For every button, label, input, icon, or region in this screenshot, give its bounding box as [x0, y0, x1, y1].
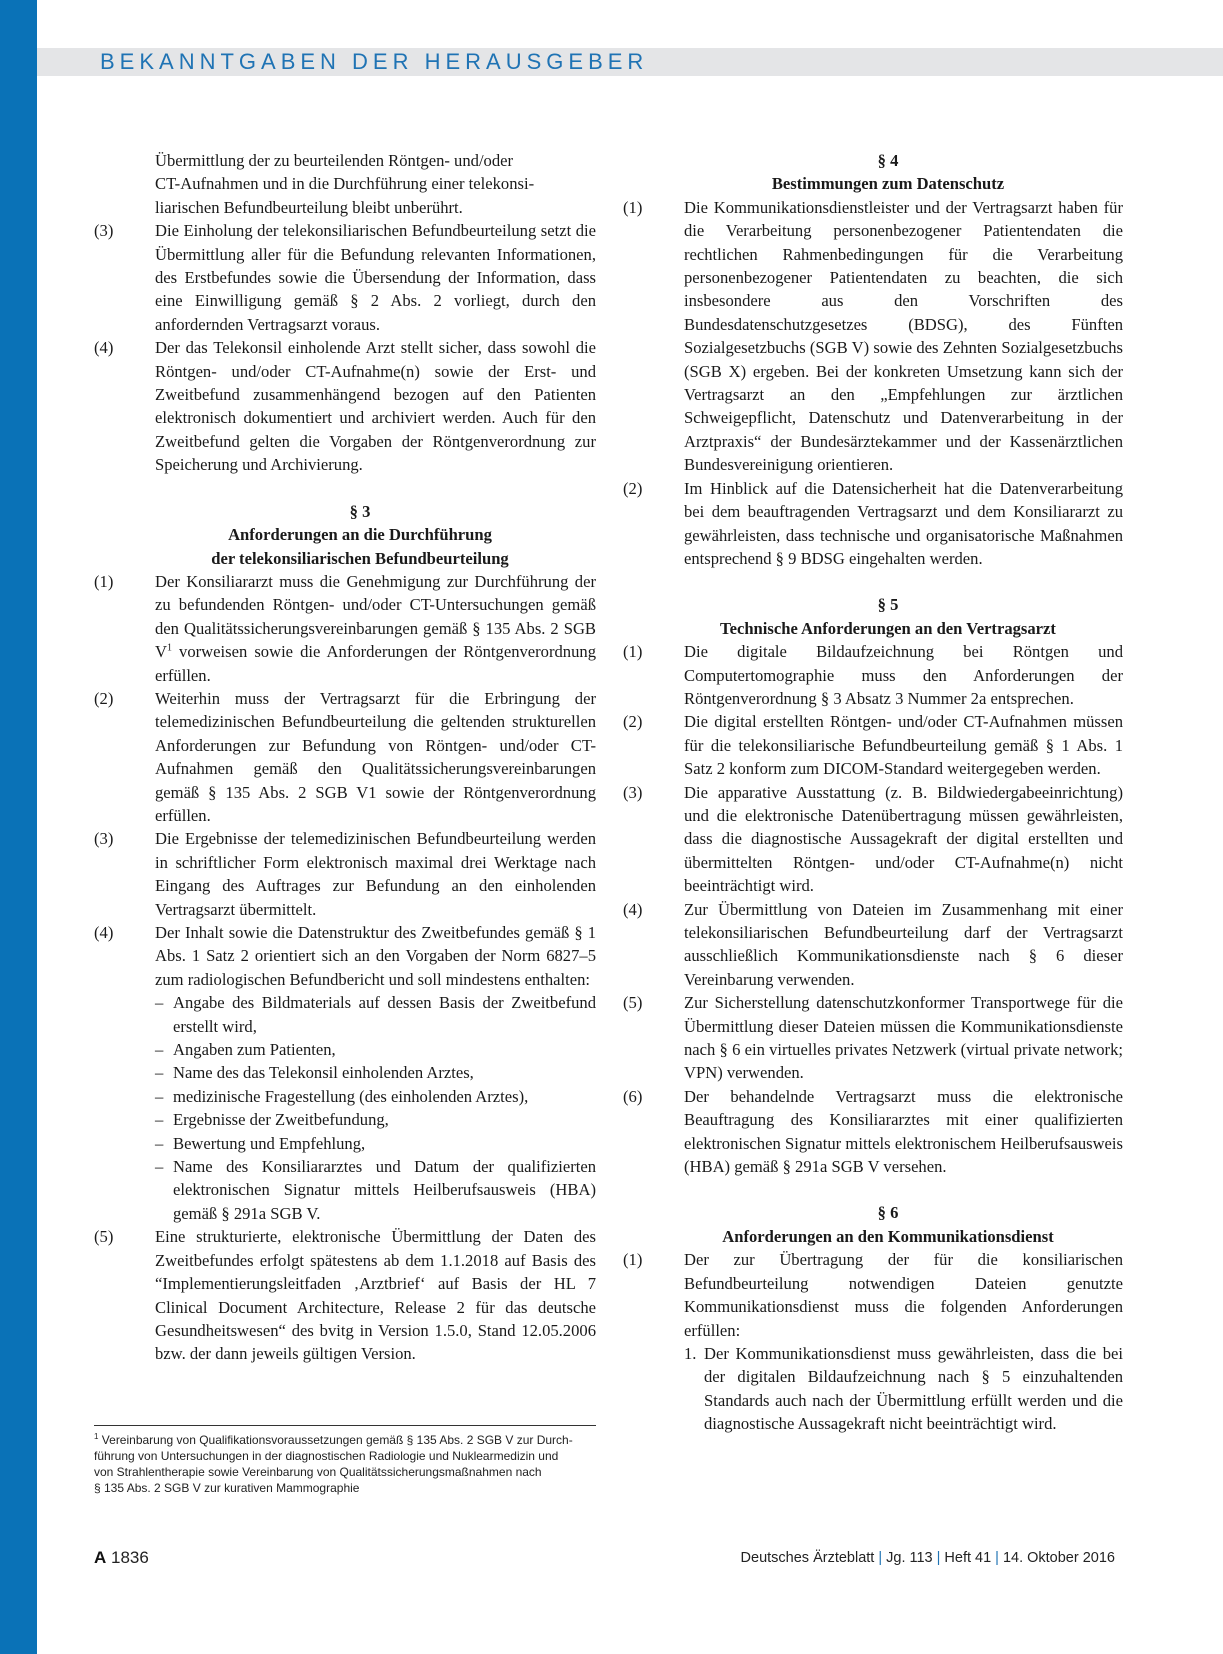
list-item: – Name des Konsiliararztes und Datum der qualifizierten elektronischen Signatur mittels Heilberufsausweis (HBA) gemäß § 291a SGB V. — [94, 1155, 596, 1225]
paragraph-text: Im Hinblick auf die Datensicherheit hat die Datenverarbeitung bei dem beauftragenden Vertragsarzt und dem Konsiliararzt zu gewährleisten, dass technische und organisatorische Maßnahmen entsprechend § 9 BDSG eingehalten werden. — [684, 478, 1123, 568]
section-3-paragraph-2 — [94, 687, 596, 827]
continued-line: CT-Aufnahmen und in die Durchführung einer telekonsi- — [155, 174, 535, 194]
paragraph-text: Zur Sicherstellung datenschutzkonformer Transportwege für die Übermittlung dieser Dateien müssen die Kommunikationsdienste nach § 6 ein virtuelles privates Netzwerk (virtual private network; VPN) verwenden. — [684, 993, 1123, 1083]
continued-line: Übermittlung der zu beurteilenden Röntgen- und/oder — [155, 151, 514, 170]
paragraph-text: Die Einholung der telekonsiliarischen Befundbeurteilung setzt die Übermittlung aller für die Befundung relevanten Informationen, des Erstbefundes sowie die Übersendung der Information, dass eine Einwilligung gemäß § 2 Abs. 2 vorliegt, durch den anfordernden Vertragsarzt voraus. — [155, 221, 596, 334]
list-item-text: Angaben zum Patienten, — [173, 1040, 336, 1060]
list-item: – Name des das Telekonsil einholenden Arztes, — [94, 1061, 596, 1084]
paragraph-text: Die digital erstellten Röntgen- und/oder CT-Aufnahmen müssen für die telekonsiliarische Befundbeurteilung gemäß § 1 Abs. 1 Satz 2 konform zum DICOM-Standard weitergegeben werden. — [684, 712, 1123, 779]
section-6-number: § 6 — [877, 1203, 899, 1223]
list-item: – Angaben zum Patienten, — [94, 1038, 596, 1061]
footnote-line — [94, 1429, 594, 1448]
paragraph-number: (4) — [94, 923, 114, 942]
paragraph-text: Zur Übermittlung von Dateien im Zusammenhang mit einer telekonsiliarischen Befundbeurteilung darf der Vertragsarzt ausschließlich Kommunikationsdienste nach § 6 dieser Vereinbarung verwenden. — [684, 899, 1123, 989]
paragraph-number: (1) — [623, 642, 643, 662]
paragraph-number: (3) — [623, 782, 643, 802]
list-item-text: Der Kommunikationsdienst muss gewährleisten, dass die bei der digitalen Bildaufzeichnung nach § 5 einzuhaltenden Standards auch nach der Übermittlung erfüllt werden und die diagnostische Aussagekraft nicht beeinträchtigt wird. — [704, 1343, 1123, 1434]
footnote-text: Vereinbarung von Qualifikationsvoraussetzungen gemäß § 135 Abs. 2 SGB V zur Durch- — [101, 1433, 573, 1447]
section-5-paragraph-1 — [623, 640, 1123, 710]
section-4-paragraph-2 — [623, 477, 1123, 571]
paragraph-number: (1) — [94, 571, 114, 591]
paragraph-3 — [94, 219, 596, 336]
footnote-line: führung von Untersuchungen in der diagnostischen Radiologie und Nuklearmedizin und — [94, 1449, 559, 1463]
list-item-text: Angabe des Bildmaterials auf dessen Basis der Zweitbefund erstellt wird, — [173, 993, 596, 1036]
list-item: – Ergebnisse der Zweitbefundung, — [94, 1108, 596, 1131]
right-column — [623, 149, 1123, 1436]
paragraph-number: (4) — [623, 899, 643, 919]
numbered-list-item — [623, 1342, 1123, 1436]
blue-sidebar — [0, 0, 37, 1654]
section-5-paragraph-5 — [623, 991, 1123, 1085]
paragraph-text: Die digitale Bildaufzeichnung bei Röntgen und Computertomographie muss den Anforderungen der Röntgenverordnung § 3 Absatz 3 Nummer 2a entsprechen. — [684, 642, 1123, 708]
list-item: – medizinische Fragestellung (des einholenden Arztes), — [94, 1085, 596, 1108]
paragraph-text: Die apparative Ausstattung (z. B. Bildwiedergabeeinrichtung) und die elektronische Datenübertragung müssen gewährleisten, dass die diagnostische Aussagekraft der digital erstellten und übermittelten Röntgen- und/oder CT-Aufnahme(n) nicht beeinträchtigt wird. — [684, 782, 1123, 896]
paragraph-number: (2) — [623, 712, 643, 732]
footnote-line: von Strahlentherapie sowie Vereinbarung von Qualitätssicherungsmaßnahmen nach — [94, 1465, 542, 1479]
section-3-paragraph-3 — [94, 827, 596, 921]
paragraph-text: Eine strukturierte, elektronische Übermittlung der Daten des Zweitbefundes erfolgt spätestens ab dem 1.1.2018 auf Basis des “Implementierungsleitfaden ‚Arztbrief‘ auf Basis der HL 7 Clinical Document Architecture, Release 2 für das deutsche Gesundheitswesen“ des bvitg in Version 1.5.0, Stand 12.05.2006 bzw. der dann jeweils gültigen Version. — [155, 1227, 596, 1364]
paragraph-text — [155, 570, 596, 687]
paragraph-number: (2) — [94, 688, 114, 708]
footnote-reference: 1 — [166, 642, 172, 654]
page-number — [94, 1548, 149, 1568]
section-4-number: § 4 — [877, 151, 899, 170]
continued-line: liarischen Befundbeurteilung bleibt unberührt. — [155, 197, 463, 217]
list-item-text: medizinische Fragestellung (des einholenden Arztes), — [173, 1086, 529, 1106]
list-item-text: Name des das Telekonsil einholenden Arztes, — [173, 1063, 474, 1083]
paragraph-number: (4) — [94, 338, 114, 358]
section-3-title-line-1: Anforderungen an die Durchführung — [228, 525, 492, 545]
section-gap — [94, 477, 596, 500]
section-5-paragraph-6 — [623, 1085, 1123, 1179]
paragraph-4 — [94, 336, 596, 476]
section-4-paragraph-1 — [623, 196, 1123, 477]
journal-issue: Heft 41 — [944, 1550, 992, 1566]
paragraph-number: (2) — [623, 478, 643, 498]
journal-citation — [741, 1550, 1115, 1566]
page-letter: A — [94, 1548, 107, 1567]
list-item: – Angabe des Bildmaterials auf dessen Basis der Zweitbefund erstellt wird, — [94, 991, 596, 1038]
section-3-title-line-2: der telekonsiliarischen Befundbeurteilung — [211, 548, 509, 568]
paragraph-text: Der zur Übertragung der für die konsiliarischen Befundbeurteilung notwendigen Dateien genutzte Kommunikationsdienst muss die folgenden Anforderungen erfüllen: — [684, 1250, 1123, 1340]
journal-date: 14. Oktober 2016 — [1002, 1550, 1115, 1566]
section-3-paragraph-1 — [94, 570, 596, 687]
journal-volume: Jg. 113 — [886, 1550, 933, 1566]
section-gap — [623, 1178, 1123, 1201]
separator: | — [936, 1550, 941, 1566]
separator: | — [995, 1550, 999, 1566]
footnote — [94, 1429, 594, 1496]
list-item-text: Bewertung und Empfehlung, — [173, 1133, 366, 1153]
paragraph-text: Die Kommunikationsdienstleister und der Vertragsarzt haben für die Verarbeitung personenbezogener Patientendaten die rechtlichen Rahmenbedingungen für die Verarbeitung personenbezogener Patientendaten zu beachten, die sich insbesondere aus den Vorschriften des Bundesdatenschutzgesetzes (BDSG), des Fünften Sozialgesetzbuchs (SGB V) sowie des Zehnten Sozialgesetzbuchs (SGB X) ergeben. Bei der konkreten Umsetzung kann sich der Vertragsarzt an den „Empfehlungen zur ärztlichen Schweigepflicht, Datenschutz und Datenverarbeitung in der Arztpraxis“ der Bundesärztekammer und der Kassenärztlichen Bundesvereinigung orientieren. — [684, 197, 1123, 475]
section-4-title: Bestimmungen zum Datenschutz — [771, 174, 1005, 194]
separator: | — [878, 1550, 883, 1566]
paragraph-number: (3) — [94, 221, 114, 241]
section-3-paragraph-5 — [94, 1225, 596, 1365]
footnote-mark: 1 — [94, 1432, 99, 1441]
paragraph-text-part: Der Konsiliararzt muss die Genehmigung zur Durchführung der zu befundenden Röntgen- und/oder CT-Untersuchungen gemäß den Qualitätssicherungsvereinbarungen gemäß § 135 Abs. 2 SGB V — [155, 571, 596, 662]
section-3-paragraph-4 — [94, 921, 596, 991]
paragraph-text: Weiterhin muss der Vertragsarzt für die Erbringung der telemedizinischen Befundbeurteilung die geltenden strukturellen Anforderungen zur Befundung von Röntgen- und/oder CT-Aufnahmen gemäß den Qualitätssicherungsvereinbarungen gemäß § 135 Abs. 2 SGB V1 sowie der Röntgenverordnung erfüllen. — [155, 688, 596, 825]
section-5-paragraph-3 — [623, 781, 1123, 898]
paragraph-text: Der Inhalt sowie die Datenstruktur des Zweitbefundes gemäß § 1 Abs. 1 Satz 2 orientiert sich an den Vorgaben der Norm 6827–5 zum radiologischen Befundbericht und soll mindestens enthalten: — [155, 923, 596, 989]
paragraph-text: Der behandelnde Vertragsarzt muss die elektronische Beauftragung des Konsiliararztes mit einer qualifizierten elektronischen Signatur mittels elektronischem Heilberufsausweis (HBA) gemäß § 291a SGB V versehen. — [684, 1086, 1123, 1177]
list-item-number: 1. — [684, 1343, 697, 1363]
section-6-title: Anforderungen an den Kommunikationsdienst — [722, 1226, 1054, 1246]
paragraph-text: Die Ergebnisse der telemedizinischen Befundbeurteilung werden in schriftlicher Form elektronisch maximal drei Werktage nach Eingang des Auftrages zur Befundung an den einholenden Vertragsarzt übermittelt. — [155, 829, 596, 919]
section-5-title: Technische Anforderungen an den Vertragsarzt — [720, 618, 1056, 638]
section-gap — [623, 570, 1123, 593]
footnote-line: § 135 Abs. 2 SGB V zur kurativen Mammographie — [94, 1481, 360, 1495]
list-item: – Bewertung und Empfehlung, — [94, 1132, 596, 1155]
continued-paragraph — [94, 149, 596, 219]
paragraph-number: (1) — [623, 197, 643, 217]
paragraph-number: (5) — [623, 993, 643, 1013]
paragraph-number: (6) — [623, 1086, 643, 1106]
footnote-divider — [94, 1425, 596, 1426]
paragraph-number: (5) — [94, 1227, 114, 1247]
section-6-paragraph-1 — [623, 1248, 1123, 1342]
list-item-text: Ergebnisse der Zweitbefundung, — [173, 1110, 389, 1130]
section-header-title: BEKANNTGABEN DER HERAUSGEBER — [100, 49, 649, 74]
section-3-number: § 3 — [349, 501, 371, 521]
page-number-value: 1836 — [111, 1548, 149, 1567]
journal-name: Deutsches Ärzteblatt — [740, 1550, 875, 1566]
paragraph-number: (1) — [623, 1250, 643, 1270]
paragraph-text: Der das Telekonsil einholende Arzt stellt sicher, dass sowohl die Röntgen- und/oder CT-Aufnahme(n) sowie der Erst- und Zweitbefund zusammenhängend bezogen auf den Patienten elektronisch dokumentiert und archiviert werden. Auch für den Zweitbefund gelten die Vorgaben der Röntgenverordnung zur Speicherung und Archivierung. — [155, 338, 596, 475]
section-5-paragraph-2 — [623, 710, 1123, 780]
left-column — [94, 149, 596, 1366]
section-5-paragraph-4 — [623, 898, 1123, 992]
list-item-text: Name des Konsiliararztes und Datum der qualifizierten elektronischen Signatur mittels Heilberufsausweis (HBA) gemäß § 291a SGB V. — [173, 1157, 596, 1223]
section-5-number: § 5 — [877, 595, 899, 615]
paragraph-text-part: vorweisen sowie die Anforderungen der Röntgenverordnung erfüllen. — [155, 642, 596, 685]
paragraph-number: (3) — [94, 829, 114, 849]
